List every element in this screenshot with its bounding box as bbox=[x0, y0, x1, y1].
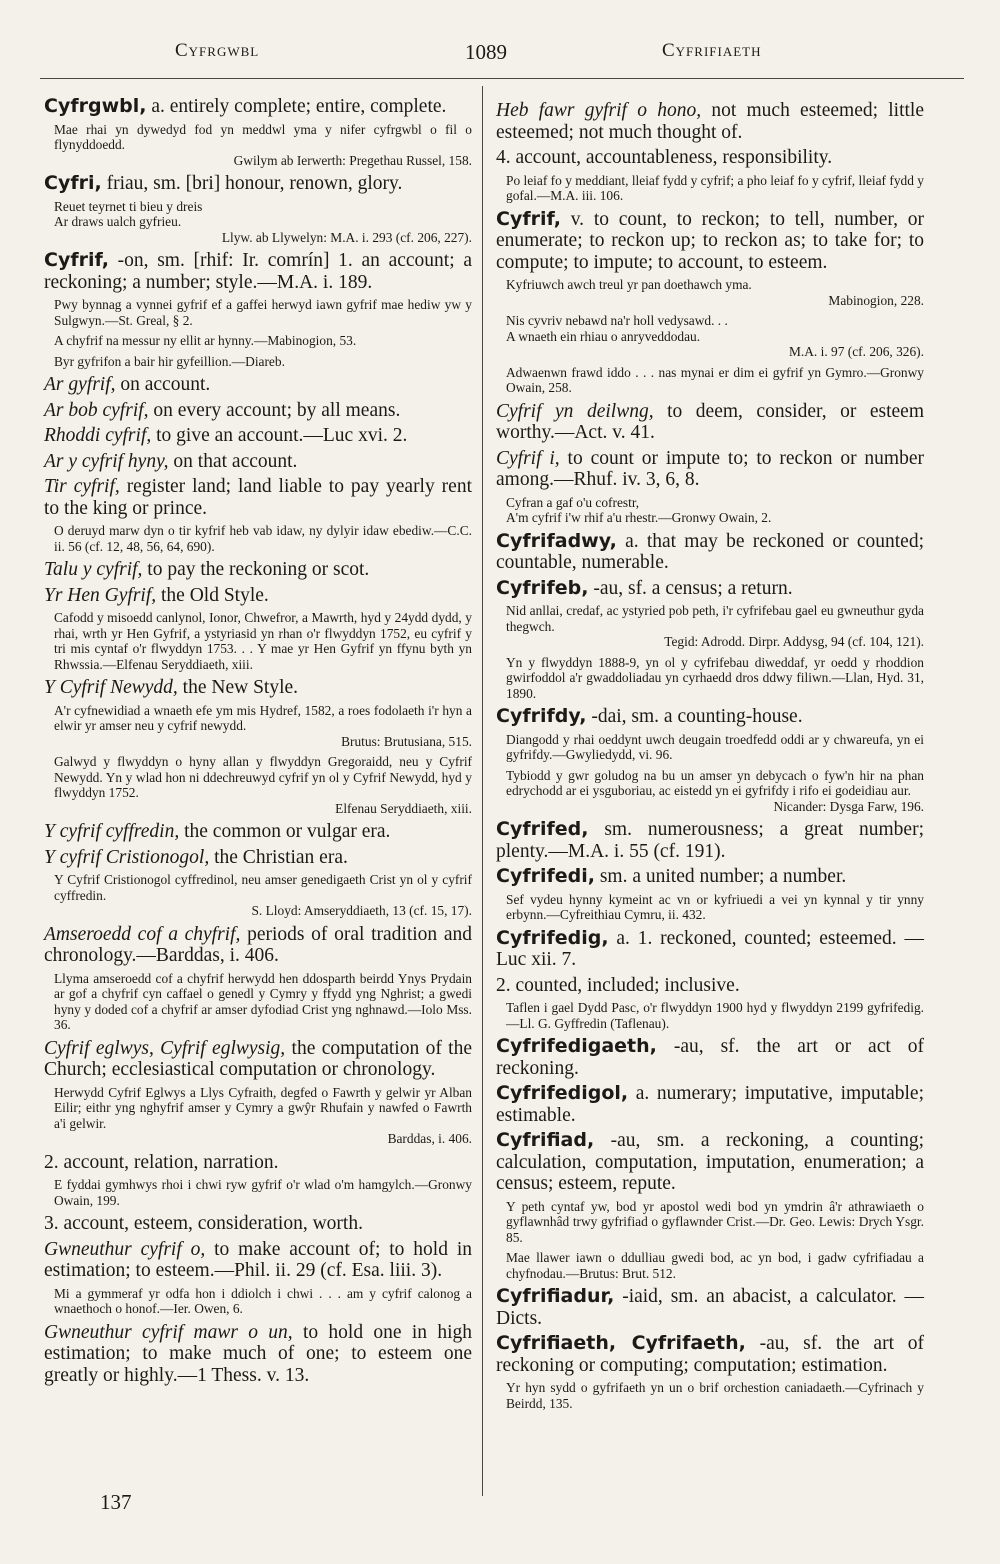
quote-text: Y peth cyntaf yw, bod yr apostol wedi bod yn ymdrin â'r athrawiaeth o gyflawnhâd trwy gyfrifiad o gyflawnder Crist.—Dr. Geo. Lewis: Drych Ysgr. 85. bbox=[506, 1198, 924, 1245]
phrase-definition: not much esteemed; little esteemed; not much thought of. bbox=[496, 100, 925, 143]
right-column bbox=[496, 96, 924, 1416]
dictionary-entry bbox=[496, 209, 924, 274]
phrase-definition: periods of oral tradition and chronology.—Barddas, i. 406. bbox=[44, 923, 472, 966]
phrase-entry bbox=[44, 1038, 472, 1081]
quote-text: E fyddai gymhwys rhoi i chwi ryw gyfrif o'r wlad o'm hamgylch.—Gronwy Owain, 199. bbox=[54, 1177, 472, 1208]
phrase: Talu y cyfrif, bbox=[44, 559, 143, 580]
quote-text: Mae rhai yn dywedyd fod yn meddwl yma y nifer cyfrgwbl o fil o flynyddoedd. bbox=[54, 121, 472, 152]
citation-quote bbox=[54, 122, 472, 169]
headword: Cyfrifedi, bbox=[496, 865, 595, 887]
phrase-definition: to hold one in high estimation; to make much of one; to esteem one greatly or highly.—1 Thess. v. 13. bbox=[44, 1321, 472, 1386]
citation-quote bbox=[54, 610, 472, 672]
phrase: Y cyfrif Cristionogol, bbox=[44, 846, 210, 868]
citation-quote bbox=[506, 495, 924, 526]
phrase-entry bbox=[44, 677, 472, 699]
numbered-sense bbox=[496, 147, 924, 169]
dictionary-entry bbox=[496, 706, 924, 728]
phrase-entry bbox=[44, 400, 472, 422]
quote-text: Mi a gymmeraf yr odfa hon i ddiolch i chwi . . . am y cyfrif calonog a wnaethoch o honof.—Ier. Owen, 6. bbox=[54, 1285, 472, 1316]
dictionary-entry bbox=[496, 531, 924, 574]
citation-quote bbox=[506, 1250, 924, 1281]
quote-text: Cyfran a gaf o'u cofrestr, A'm cyfrif i'w rhif a'u rhestr.—Gronwy Owain, 2. bbox=[506, 494, 772, 525]
headword: Cyfrif, bbox=[44, 249, 109, 271]
quote-text: Herwydd Cyfrif Eglwys a Llys Cyfraith, degfed o Fawrth y gelwir yr Alban Eilir; eithr yng nghyfrif amser y Cymry a gwŷr Rhufain y nawfed o Fawrth a'i gelwir. bbox=[54, 1084, 472, 1131]
quote-text: Kyfriuwch awch treul yr pan doethawch yma. bbox=[506, 277, 752, 292]
phrase-entry bbox=[496, 100, 924, 143]
citation-quote bbox=[54, 199, 472, 246]
phrase: Cyfrif i, bbox=[496, 447, 560, 469]
sense-text: 2. account, relation, narration. bbox=[44, 1151, 279, 1173]
phrase-entry bbox=[44, 476, 472, 519]
phrase-definition: the New Style. bbox=[177, 677, 299, 698]
left-column bbox=[44, 96, 472, 1390]
quote-source: M.A. i. 97 (cf. 206, 326). bbox=[788, 344, 924, 359]
quote-text: Reuet teyrnet ti bieu y dreis Ar draws ualch gyfrieu. bbox=[54, 198, 203, 229]
citation-quote bbox=[506, 313, 924, 360]
quote-text: Y Cyfrif Cristionogol cyffredinol, neu amser genedigaeth Crist yn ol y cyfrif cyffredin. bbox=[54, 872, 472, 903]
numbered-sense bbox=[44, 1213, 472, 1235]
quote-text: Sef vydeu hynny kymeint ac vn or kyfriuedi a vei yn kynnal y tir ynny erbynn.—Cyfreithiau Cymru, ii. 432. bbox=[506, 891, 924, 922]
citation-quote bbox=[54, 523, 472, 554]
quote-text: Cafodd y misoedd canlynol, Ionor, Chwefror, a Mawrth, hyd y 24ydd dydd, y rhai, wrth yr Hen Gyfrif, a ystyriasid yn rhan o'r flwyddyn 1752, eu cyfrif y tri mis cyntaf o'r flwyddyn 1753. . . Y mae yr Hen Gyfrif yn ffynu byth yn Rhwssia.—Elfenau Seryddiaeth, xiii. bbox=[54, 610, 472, 672]
phrase-definition: to give an account.—Luc xvi. 2. bbox=[151, 425, 408, 446]
phrase-entry bbox=[496, 448, 924, 491]
definition: -au, sf. a census; a return. bbox=[588, 577, 793, 599]
quote-text: Mae llawer iawn o ddulliau gwedi bod, ac yn bod, i gadw cyfrifiadau a chyfnodau.—Brutus: Brut. 512. bbox=[506, 1250, 924, 1281]
quote-text: Yn y flwyddyn 1888-9, yn ol y cyfrifebau diweddaf, yr oedd y rhoddion gwirfoddol a'r gwaddoliadau yn cyrhaedd dros ddwy filiwn.—Llan, Hyd. 31, 1890. bbox=[506, 654, 924, 701]
phrase-definition: on account. bbox=[115, 374, 211, 395]
sense-text: 4. account, accountableness, responsibility. bbox=[496, 147, 833, 168]
phrase-entry bbox=[44, 374, 472, 396]
headword: Cyfrifed, bbox=[496, 818, 589, 840]
dictionary-entry bbox=[496, 1333, 924, 1376]
definition: a. that may be reckoned or counted; countable, numerable. bbox=[496, 530, 924, 573]
phrase: Cyfrif yn deilwng, bbox=[496, 400, 654, 422]
citation-quote bbox=[506, 732, 924, 763]
dictionary-entry bbox=[496, 866, 924, 888]
running-head-left: Cyfrgwbl bbox=[175, 40, 260, 61]
quote-source: Gwilym ab Ierwerth: Pregethau Russel, 158. bbox=[233, 152, 472, 168]
quote-text: A'r cyfnewidiad a wnaeth efe ym mis Hydref, 1582, a roes fodolaeth i'r hyn a elwir yr amser neu y cyfrif newydd. bbox=[54, 702, 472, 733]
citation-quote bbox=[54, 703, 472, 750]
signature-mark: 137 bbox=[100, 1490, 132, 1514]
quote-source: Mabinogion, 228. bbox=[828, 292, 924, 308]
phrase-definition: register land; land liable to pay yearly rent to the king or prince. bbox=[44, 476, 472, 519]
phrase-definition: the Christian era. bbox=[209, 846, 348, 868]
phrase-entry bbox=[496, 401, 924, 444]
quote-text: Nid anllai, credaf, ac ystyried pob peth, i'r cyfrifebau gael eu gwneuthur gyda thegwch. bbox=[506, 603, 924, 634]
dictionary-entry bbox=[496, 1083, 924, 1126]
citation-quote bbox=[506, 892, 924, 923]
phrase: Rhoddi cyfrif, bbox=[44, 425, 152, 446]
phrase-entry bbox=[44, 1322, 472, 1387]
headword: Cyfrifiaeth, Cyfrifaeth, bbox=[496, 1332, 746, 1354]
headword: Cyfrifedigol, bbox=[496, 1082, 629, 1104]
citation-quote bbox=[54, 754, 472, 816]
quote-source: Elfenau Seryddiaeth, xiii. bbox=[335, 800, 472, 816]
phrase: Ar bob cyfrif, bbox=[44, 399, 149, 421]
dictionary-entry bbox=[44, 96, 472, 118]
phrase-entry bbox=[44, 451, 472, 473]
definition: sm. numerousness; a great number; plenty.—M.A. i. 55 (cf. 191). bbox=[496, 819, 924, 862]
phrase-definition: to deem, consider, or esteem worthy.—Act. v. 41. bbox=[496, 400, 924, 443]
phrase: Cyfrif eglwys, Cyfrif eglwysig, bbox=[44, 1037, 286, 1059]
phrase-definition: the computation of the Church; ecclesiastical computation or chronology. bbox=[44, 1037, 472, 1080]
quote-source: Tegid: Adrodd. Dirpr. Addysg, 94 (cf. 104, 121). bbox=[664, 634, 924, 649]
headword: Cyfrif, bbox=[496, 207, 561, 230]
phrase-definition: to pay the reckoning or scot. bbox=[142, 559, 370, 580]
running-head-right: Cyfrifiaeth bbox=[662, 40, 762, 61]
dictionary-entry bbox=[44, 173, 472, 195]
citation-quote bbox=[54, 971, 472, 1033]
phrase: Gwneuthur cyfrif o, bbox=[44, 1238, 206, 1260]
citation-quote bbox=[54, 872, 472, 919]
quote-text: Pwy bynnag a vynnei gyfrif ef a gaffei herwyd iawn gyfrif mae hediw yw y Sulgwyn.—St. Greal, § 2. bbox=[54, 297, 472, 328]
quote-source: Llyw. ab Llywelyn: M.A. i. 293 (cf. 206, 227). bbox=[221, 229, 472, 245]
quote-source: Nicander: Dysga Farw, 196. bbox=[773, 798, 924, 814]
definition: -au, sm. a reckoning, a counting; calculation, computation, imputation, enumeration; a census; esteem, repute. bbox=[496, 1130, 924, 1194]
definition: -iaid, sm. an abacist, a calculator. —Dicts. bbox=[496, 1286, 924, 1329]
sense-text: 2. counted, included; inclusive. bbox=[496, 974, 740, 996]
headword: Cyfrifiadur, bbox=[496, 1285, 615, 1307]
phrase-definition: on that account. bbox=[168, 450, 298, 472]
phrase-entry bbox=[44, 924, 472, 967]
phrase-definition: to make account of; to hold in estimation; to esteem.—Phil. ii. 29 (cf. Esa. liii. 3). bbox=[44, 1238, 472, 1281]
quote-text: Galwyd y flwyddyn o hyny allan y flwyddyn Gregoraidd, neu y Cyfrif Newydd. Yn y wlad hon ni ddechreuwyd cyfrif yn ol y Cyfrif Newydd, hyd y flwyddyn 1752. bbox=[54, 754, 472, 800]
phrase: Y cyfrif cyffredin, bbox=[44, 821, 180, 842]
headword: Cyfrifedig, bbox=[496, 926, 609, 949]
citation-quote bbox=[54, 297, 472, 328]
quote-source: Barddas, i. 406. bbox=[387, 1131, 472, 1146]
column-divider bbox=[482, 86, 483, 1496]
phrase-entry bbox=[44, 585, 472, 607]
phrase-entry bbox=[44, 425, 472, 447]
phrase-entry bbox=[44, 847, 472, 869]
phrase: Tir cyfrif, bbox=[44, 476, 120, 497]
citation-quote bbox=[54, 1286, 472, 1317]
phrase-entry bbox=[44, 1239, 472, 1282]
citation-quote bbox=[506, 655, 924, 702]
citation-quote bbox=[506, 603, 924, 650]
phrase-definition: the common or vulgar era. bbox=[179, 821, 391, 842]
quote-text: Taflen i gael Dydd Pasc, o'r flwyddyn 1900 hyd y flwyddyn 2199 gyfrifedig.—Ll. G. Gyffredin (Taflenau). bbox=[506, 1000, 924, 1031]
numbered-sense bbox=[44, 1152, 472, 1174]
citation-quote bbox=[506, 1000, 924, 1031]
citation-quote bbox=[54, 1177, 472, 1208]
quote-text: Yr hyn sydd o gyfrifaeth yn un o brif orchestion caniadaeth.—Cyfrinach y Beirdd, 135. bbox=[506, 1380, 924, 1411]
headword: Cyfrifedigaeth, bbox=[496, 1035, 657, 1057]
headword: Cyfri, bbox=[44, 172, 102, 194]
phrase: Heb fawr gyfrif o hono, bbox=[496, 100, 702, 121]
definition: -au, sf. the art or act of reckoning. bbox=[496, 1036, 924, 1079]
citation-quote bbox=[506, 277, 924, 308]
citation-quote bbox=[506, 1380, 924, 1411]
definition: -on, sm. [rhif: Ir. comrín] 1. an account; a reckoning; a number; style.—M.A. i. 189. bbox=[44, 250, 472, 293]
phrase: Ar y cyfrif hyny, bbox=[44, 450, 169, 472]
dictionary-entry bbox=[44, 250, 472, 293]
phrase-definition: the Old Style. bbox=[156, 584, 269, 606]
citation-quote bbox=[506, 768, 924, 815]
quote-text: Byr gyfrifon a bair hir gyfeillion.—Diareb. bbox=[54, 353, 285, 369]
phrase-definition: to count or impute to; to reckon or number among.—Rhuf. iv. 3, 6, 8. bbox=[496, 447, 924, 490]
header-rule bbox=[40, 78, 964, 79]
page-number: 1089 bbox=[465, 40, 507, 64]
definition: a. 1. reckoned, counted; esteemed. —Luc xii. 7. bbox=[496, 927, 924, 970]
phrase: Amseroedd cof a chyfrif, bbox=[44, 923, 241, 945]
headword: Cyfrifadwy, bbox=[496, 529, 617, 552]
citation-quote bbox=[54, 354, 472, 370]
headword: Cyfrgwbl, bbox=[44, 95, 147, 117]
phrase-entry bbox=[44, 559, 472, 581]
phrase: Y Cyfrif Newydd, bbox=[44, 677, 178, 698]
quote-text: Nis cyvriv nebawd na'r holl vedysawd. . . A wnaeth ein rhiau o anryveddodau. bbox=[506, 313, 728, 344]
quote-text: Diangodd y rhai oeddynt uwch deugain troedfedd oddi ar y chwareufa, yn ei gyfrifdy.—Gwyliedydd, vi. 96. bbox=[506, 731, 924, 762]
definition: friau, sm. [bri] honour, renown, glory. bbox=[101, 173, 403, 194]
definition: -au, sf. the art of reckoning or computing; computation; estimation. bbox=[496, 1333, 924, 1376]
definition: a. numerary; imputative, imputable; estimable. bbox=[496, 1083, 924, 1126]
phrase-definition: on every account; by all means. bbox=[148, 399, 401, 421]
citation-quote bbox=[506, 1199, 924, 1246]
dictionary-entry bbox=[496, 819, 924, 862]
sense-text: 3. account, esteem, consideration, worth. bbox=[44, 1213, 363, 1234]
citation-quote bbox=[506, 365, 924, 396]
quote-text: Adwaenwn frawd iddo . . . nas mynai er dim ei gyfrif yn Gymro.—Gronwy Owain, 258. bbox=[506, 364, 924, 395]
headword: Cyfrifdy, bbox=[496, 705, 587, 727]
definition: a. entirely complete; entire, complete. bbox=[146, 96, 447, 117]
phrase: Yr Hen Gyfrif, bbox=[44, 584, 157, 606]
citation-quote bbox=[506, 173, 924, 204]
definition: sm. a united number; a number. bbox=[594, 866, 847, 887]
headword: Cyfrifeb, bbox=[496, 576, 589, 599]
dictionary-entry bbox=[496, 928, 924, 971]
quote-text: Llyma amseroedd cof a chyfrif herwydd hen ddosparth beirdd Ynys Prydain ar gof a chyfrif cyn caffael o genedl y Cymry y ffydd yng Nghrist; a gwedi hyny y doded cof a chyfrif ar amser dyfodiad Crist yng nghnawd.—Iolo Mss. 36. bbox=[54, 970, 472, 1032]
dictionary-entry bbox=[496, 578, 924, 600]
citation-quote bbox=[54, 333, 472, 349]
dictionary-entry bbox=[496, 1286, 924, 1329]
quote-text: O deruyd marw dyn o tir kyfrif heb vab idaw, ny dylyir idaw ebediw.—C.C. ii. 56 (cf. 12, 48, 56, 64, 690). bbox=[54, 523, 472, 554]
numbered-sense bbox=[496, 975, 924, 997]
quote-source: Brutus: Brutusiana, 515. bbox=[341, 733, 472, 749]
definition: v. to count, to reckon; to tell, number, or enumerate; to reckon up; to reckon as; to take for; to compute; to impute; to account, to esteem. bbox=[496, 208, 924, 273]
dictionary-entry bbox=[496, 1130, 924, 1195]
dictionary-entry bbox=[496, 1036, 924, 1079]
phrase-entry bbox=[44, 821, 472, 843]
citation-quote bbox=[54, 1085, 472, 1147]
definition: -dai, sm. a counting-house. bbox=[586, 706, 803, 727]
phrase: Gwneuthur cyfrif mawr o un, bbox=[44, 1321, 293, 1343]
phrase: Ar gyfrif, bbox=[44, 374, 116, 395]
quote-text: Po leiaf fo y meddiant, lleiaf fydd y cyfrif; a pho leiaf fo y cyfrif, lleiaf fydd y gofal.—M.A. iii. 106. bbox=[506, 172, 924, 203]
quote-text: Tybiodd y gwr goludog na bu un amser yn debycach o fyw'n hir na phan edrychodd ar ei ysguboriau, ac eistedd yn ei gyfrifdy i rifo ei godeidiau aur. bbox=[506, 767, 924, 798]
headword: Cyfrifiad, bbox=[496, 1129, 595, 1151]
quote-source: S. Lloyd: Amseryddiaeth, 13 (cf. 15, 17). bbox=[251, 903, 472, 918]
quote-text: A chyfrif na messur ny ellit ar hynny.—Mabinogion, 53. bbox=[54, 333, 357, 348]
